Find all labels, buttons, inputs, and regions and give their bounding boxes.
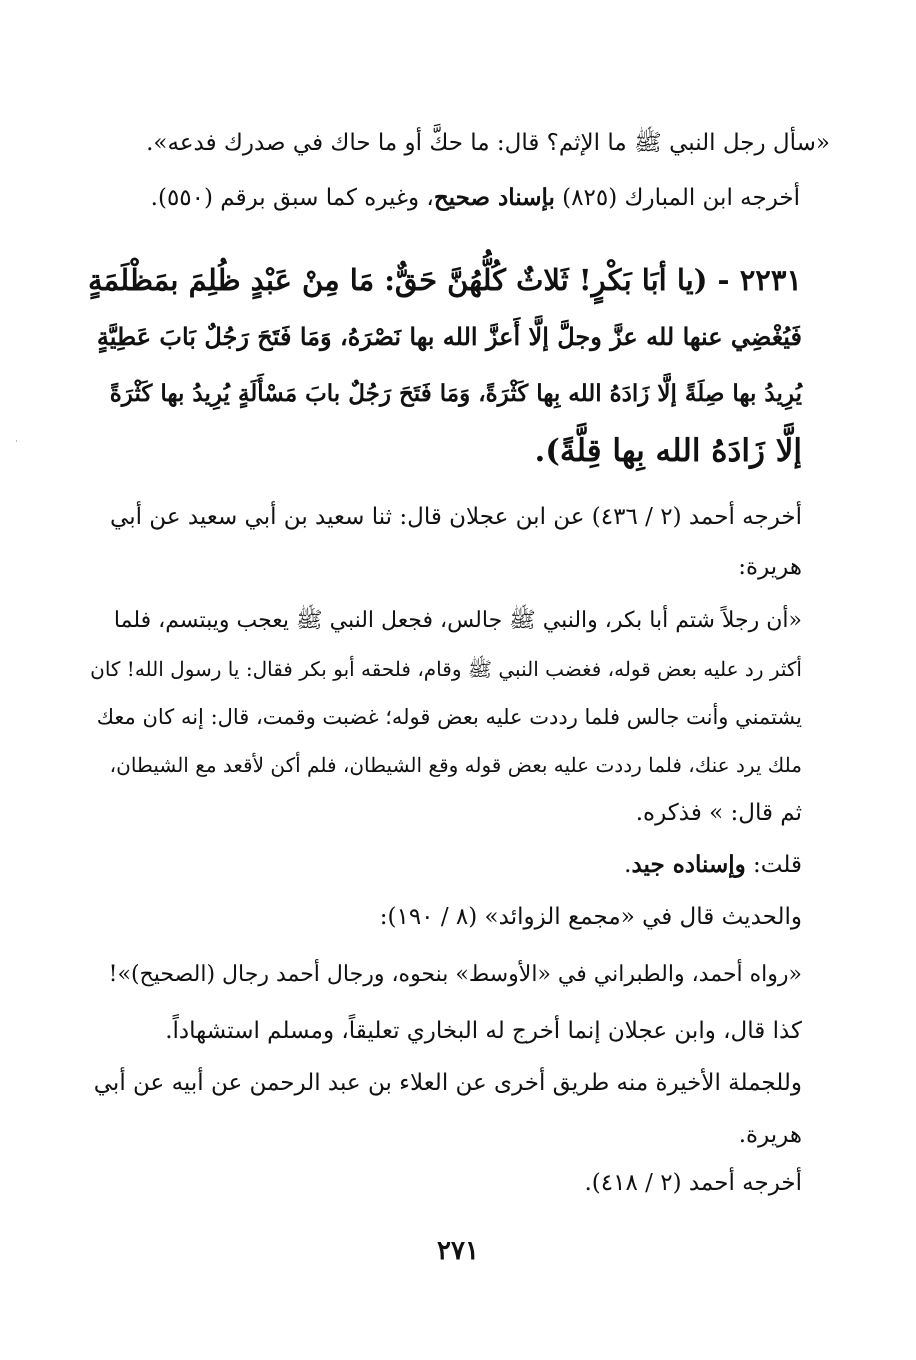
takhrij-ahmad-line-2: هريرة:	[738, 554, 802, 580]
scan-edge-mark	[16, 440, 17, 442]
narration-line-1: «أن رجلاً شتم أبا بكر، والنبي ﷺ جالس، فجعل النبي ﷺ يعجب ويبتسم، فلما	[113, 608, 802, 633]
ibn-ajlan-note-line: كذا قال، وابن عجلان إنما أخرج له البخاري تعليقاً، ومسلم استشهاداً.	[165, 1018, 802, 1044]
takhrij-ahmad-final-line: أخرجه أحمد (٢ / ٤١٨).	[584, 1170, 802, 1196]
hadith-2231-line-4: إلَّا زَادَهُ الله بِها قِلَّةً).	[534, 433, 802, 469]
majma-quote-line: «رواه أحمد، والطبراني في «الأوسط» بنحوه، ورجال أحمد رجال (الصحيح)»!	[108, 962, 802, 987]
majma-zawaid-line: والحديث قال في «مجمع الزوائد» (٨ / ١٩٠):	[379, 904, 802, 930]
hadith-2231-line-1: ٢٢٣١ - (يا أبَا بَكْرٍ! ثَلاثٌ كُلُّهُنَّ حَقٌّ: مَا مِنْ عَبْدٍ ظُلِمَ بمَظْلَمَةٍ	[87, 263, 802, 297]
narration-line-5: ثم قال: » فذكره.	[635, 800, 802, 826]
hadith-2231-line-2: فَيُغْضِي عنها لله عزَّ وجلَّ إلَّا أَعزَّ الله بها نَصْرَهُ، وَمَا فَتَحَ رَجُلٌ بَابَ عَطِيَّةٍ	[96, 322, 802, 351]
other-route-line-1: وللجملة الأخيرة منه طريق أخرى عن العلاء بن عبد الرحمن عن أبيه عن أبي	[93, 1070, 802, 1096]
other-route-line-2: هريرة.	[738, 1122, 802, 1148]
narration-line-2: أكثر رد عليه بعض قوله، فغضب النبي ﷺ وقام، فلحقه أبو بكر فقال: يا رسول الله! كان	[90, 657, 802, 681]
takhrij-line: أخرجه ابن المبارك (٨٢٥) بإسناد صحيح، وغيره كما سبق برقم (٥٥٠).	[150, 184, 800, 211]
hadith-quote-line: «سأل رجل النبي ﷺ ما الإثم؟ قال: ما حكَّ أو ما حاك في صدرك فدعه».	[146, 130, 830, 156]
hadith-2231-line-3: يُرِيدُ بها صِلَةً إلَّا زَادَهُ الله بِها كَثْرَةً، وَمَا فَتَحَ رَجُلٌ بابَ مَسْأَلَةٍ يُرِيدُ بها كَثْرَةً	[109, 380, 802, 407]
narration-line-4: ملك يرد عنك، فلما رددت عليه بعض قوله وقع الشيطان، فلم أكن لأقعد مع الشيطان،	[109, 753, 802, 777]
author-verdict-line: قلت: وإسناده جيد.	[624, 851, 802, 878]
narration-line-3: يشتمني وأنت جالس فلما رددت عليه بعض قوله؛ غضبت وقمت، قال: إنه كان معك	[96, 705, 802, 729]
takhrij-ahmad-line: أخرجه أحمد (٢ / ٤٣٦) عن ابن عجلان قال: ثنا سعيد بن أبي سعيد عن أبي	[110, 504, 802, 530]
page-number: ٢٧١	[437, 1236, 479, 1266]
